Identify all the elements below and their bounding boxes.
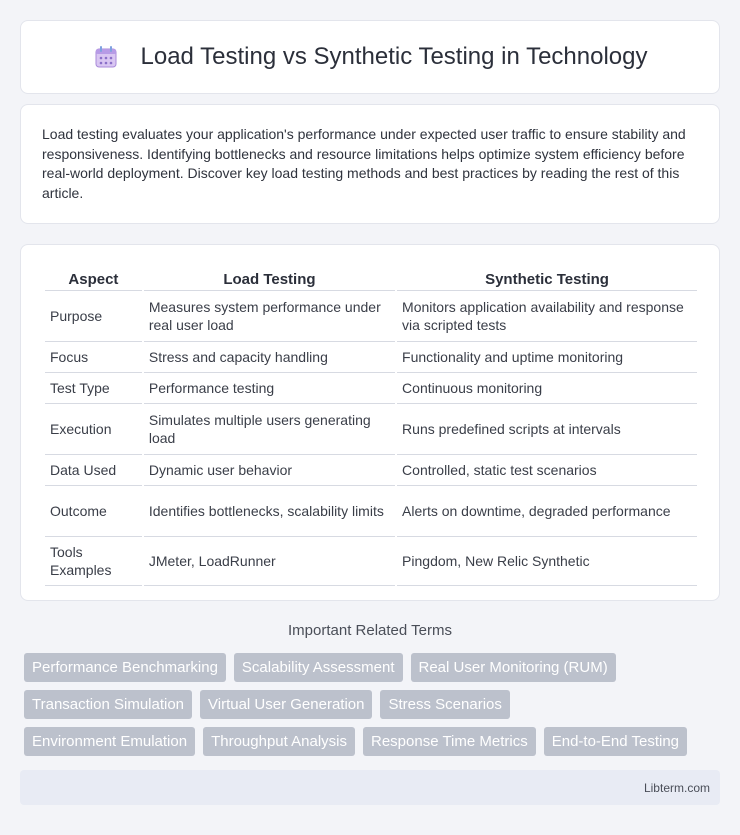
term-tag[interactable]: Response Time Metrics xyxy=(363,727,536,756)
table-row xyxy=(45,486,697,537)
row-load-value: Dynamic user behavior xyxy=(144,455,395,486)
comparison-table xyxy=(43,265,699,586)
row-load-value: Identifies bottlenecks, scalability limits xyxy=(144,486,395,537)
term-tag[interactable]: Stress Scenarios xyxy=(380,690,509,719)
term-tag[interactable]: Performance Benchmarking xyxy=(24,653,226,682)
page-title: Load Testing vs Synthetic Testing in Technology xyxy=(140,43,648,70)
row-aspect: Outcome xyxy=(45,486,142,537)
term-tag[interactable]: Scalability Assessment xyxy=(234,653,403,682)
row-aspect: Data Used xyxy=(45,455,142,486)
term-tag[interactable]: Virtual User Generation xyxy=(200,690,372,719)
header-synthetic-testing: Synthetic Testing xyxy=(397,265,697,291)
row-aspect: Focus xyxy=(45,342,142,373)
table-row xyxy=(45,455,697,486)
row-load-value: JMeter, LoadRunner xyxy=(144,537,395,586)
related-terms xyxy=(24,653,724,764)
term-row xyxy=(24,690,724,719)
term-tag[interactable]: Throughput Analysis xyxy=(203,727,355,756)
row-aspect: Test Type xyxy=(45,373,142,404)
term-tag[interactable]: End-to-End Testing xyxy=(544,727,687,756)
term-tag[interactable]: Environment Emulation xyxy=(24,727,195,756)
table-row xyxy=(45,537,697,586)
row-aspect: Purpose xyxy=(45,291,142,342)
comparison-card xyxy=(20,244,720,601)
title-card xyxy=(20,20,720,94)
term-tag[interactable]: Transaction Simulation xyxy=(24,690,192,719)
term-row xyxy=(24,727,724,756)
row-load-value: Performance testing xyxy=(144,373,395,404)
footer-brand-link[interactable]: Libterm.com xyxy=(643,780,710,795)
row-synthetic-value: Monitors application availability and response via scripted tests xyxy=(397,291,697,342)
table-row xyxy=(45,404,697,455)
table-header-row xyxy=(45,265,697,291)
intro-card xyxy=(20,104,720,224)
row-synthetic-value: Alerts on downtime, degraded performance xyxy=(397,486,697,537)
calendar-icon xyxy=(93,44,119,70)
row-load-value: Simulates multiple users generating load xyxy=(144,404,395,455)
row-load-value: Stress and capacity handling xyxy=(144,342,395,373)
term-tag[interactable]: Real User Monitoring (RUM) xyxy=(411,653,616,682)
row-aspect: Execution xyxy=(45,404,142,455)
header-load-testing: Load Testing xyxy=(144,265,395,291)
row-synthetic-value: Continuous monitoring xyxy=(397,373,697,404)
table-row xyxy=(45,291,697,342)
row-synthetic-value: Pingdom, New Relic Synthetic xyxy=(397,537,697,586)
row-synthetic-value: Controlled, static test scenarios xyxy=(397,455,697,486)
header-aspect: Aspect xyxy=(45,265,142,291)
row-aspect: Tools Examples xyxy=(45,537,142,586)
row-synthetic-value: Runs predefined scripts at intervals xyxy=(397,404,697,455)
footer xyxy=(20,770,720,805)
row-load-value: Measures system performance under real user load xyxy=(144,291,395,342)
intro-paragraph: Load testing evaluates your application's performance under expected user traffic to ensure stability and responsiveness. Identifying bottlenecks and resource limitations helps optimize system efficiency before real-world deployment. Discover key load testing methods and best practices by reading the rest of this article. xyxy=(42,126,686,201)
term-row xyxy=(24,653,724,682)
row-synthetic-value: Functionality and uptime monitoring xyxy=(397,342,697,373)
related-terms-heading: Important Related Terms xyxy=(288,622,452,639)
table-row xyxy=(45,342,697,373)
table-row xyxy=(45,373,697,404)
